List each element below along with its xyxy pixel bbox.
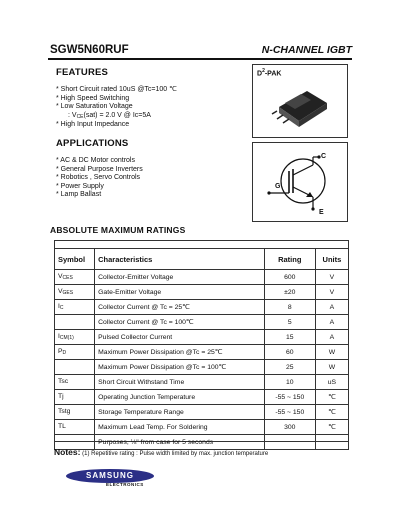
cell-rating: 5	[264, 315, 315, 330]
feature-vce: : $V_{CE}(sat) = 2.0$ V @ Ic=5A	[68, 111, 151, 120]
cell-characteristic: Short Circuit Withstand Time	[95, 375, 265, 390]
header-characteristics: Characteristics	[95, 249, 265, 270]
feature-item: * Low Saturation Voltage	[56, 103, 133, 111]
package-box	[252, 64, 348, 138]
features-list	[56, 86, 177, 130]
cell-rating: 8	[264, 300, 315, 315]
cell-unit: W	[315, 345, 348, 360]
cell-characteristic: Operating Junction Temperature	[95, 390, 265, 405]
cell-rating: 300	[264, 420, 315, 435]
table-row	[55, 345, 349, 360]
cell-characteristic: Maximum Power Dissipation @Tc = 25℃	[95, 345, 265, 360]
cell-symbol: $V_{GES}$	[55, 285, 95, 300]
gate-label: G	[275, 183, 281, 190]
application-item: * General Purpose Inverters	[56, 165, 143, 173]
cell-rating: 15	[264, 330, 315, 345]
application-item: * Robotics , Servo Controls	[56, 174, 141, 182]
part-number: SGW5N60RUF	[50, 44, 129, 56]
d2pak-package-icon	[271, 81, 333, 133]
cell-symbol: $I_{CM(1)}$	[55, 330, 95, 345]
application-item: * Lamp Ballast	[56, 191, 102, 199]
cell-characteristic: Collector Current @ Tc = 100℃	[95, 315, 265, 330]
cell-rating: 60	[264, 345, 315, 360]
symbol-box	[252, 142, 348, 222]
cell-rating: 10	[264, 375, 315, 390]
cell-unit	[315, 435, 348, 450]
cell-unit: V	[315, 285, 348, 300]
feature-item: * High Speed Switching	[56, 94, 130, 102]
table-row	[55, 330, 349, 345]
cell-unit: ℃	[315, 420, 348, 435]
cell-unit: ℃	[315, 405, 348, 420]
feature-item: * Short Circuit rated 10uS @Tc=100 ℃	[56, 86, 177, 93]
cell-characteristic: Storage Temperature Range	[95, 405, 265, 420]
applications-title: APPLICATIONS	[56, 138, 129, 149]
cell-unit: uS	[315, 375, 348, 390]
cell-characteristic: Maximum Power Dissipation @Tc = 100℃	[95, 360, 265, 375]
cell-symbol	[55, 315, 95, 330]
table-row	[55, 270, 349, 285]
cell-characteristic: Collector-Emitter Voltage	[95, 270, 265, 285]
applications-list	[56, 157, 143, 200]
cell-characteristic: Pulsed Collector Current	[95, 330, 265, 345]
features-title: FEATURES	[56, 67, 109, 78]
cell-characteristic: Maximum Lead Temp. For Soldering	[95, 420, 265, 435]
cell-rating	[264, 435, 315, 450]
cell-unit: V	[315, 270, 348, 285]
cell-rating: -55 ~ 150	[264, 405, 315, 420]
samsung-logo: SAMSUNG	[66, 469, 154, 483]
table-header-row	[55, 249, 349, 270]
cell-unit: W	[315, 360, 348, 375]
cell-rating: -55 ~ 150	[264, 390, 315, 405]
table-row	[55, 390, 349, 405]
cell-unit: A	[315, 300, 348, 315]
header-units: Units	[315, 249, 348, 270]
cell-symbol	[55, 360, 95, 375]
ratings-table	[54, 248, 349, 450]
device-type: N-CHANNEL IGBT	[261, 44, 352, 56]
ratings-title: ABSOLUTE MAXIMUM RATINGS	[50, 225, 186, 235]
cell-characteristic: Collector Current @ Tc = 25℃	[95, 300, 265, 315]
cell-symbol: Tj	[55, 390, 95, 405]
cell-symbol: $V_{CES}$	[55, 270, 95, 285]
header-symbol: Symbol	[55, 249, 95, 270]
package-label: $D^2$-PAK	[257, 68, 282, 78]
table-row	[55, 360, 349, 375]
cell-unit: A	[315, 330, 348, 345]
cell-symbol: Tstg	[55, 405, 95, 420]
application-item: * AC & DC Motor controls	[56, 157, 135, 164]
ratings-body	[55, 270, 349, 450]
header-rule	[48, 58, 352, 60]
collector-label: C	[321, 153, 327, 160]
cell-unit: A	[315, 315, 348, 330]
cell-rating: 25	[264, 360, 315, 375]
header-rating: Rating	[264, 249, 315, 270]
table-row	[55, 285, 349, 300]
cell-characteristic: Gate-Emitter Voltage	[95, 285, 265, 300]
table-row	[55, 300, 349, 315]
table-row	[55, 405, 349, 420]
emitter-label: E	[319, 209, 324, 216]
cell-rating: ±20	[264, 285, 315, 300]
table-row	[55, 375, 349, 390]
application-item: * Power Supply	[56, 182, 104, 190]
feature-item: * High Input Impedance	[56, 121, 130, 129]
cell-unit: ℃	[315, 390, 348, 405]
table-row	[55, 315, 349, 330]
cell-rating: 600	[264, 270, 315, 285]
cell-symbol: TL	[55, 420, 95, 435]
notes: Notes: (1) Repetitive rating : Pulse width limited by max. junction temperature	[54, 447, 269, 457]
logo-subtitle: ELECTRONICS	[106, 482, 144, 487]
cell-symbol: $P_D$	[55, 345, 95, 360]
table-row	[55, 420, 349, 435]
cell-symbol: $I_C$	[55, 300, 95, 315]
cell-symbol: Tsc	[55, 375, 95, 390]
cell-characteristic: Purposes, ⅛" from case for 5 seconds	[95, 435, 265, 450]
igbt-symbol-icon	[253, 143, 349, 223]
